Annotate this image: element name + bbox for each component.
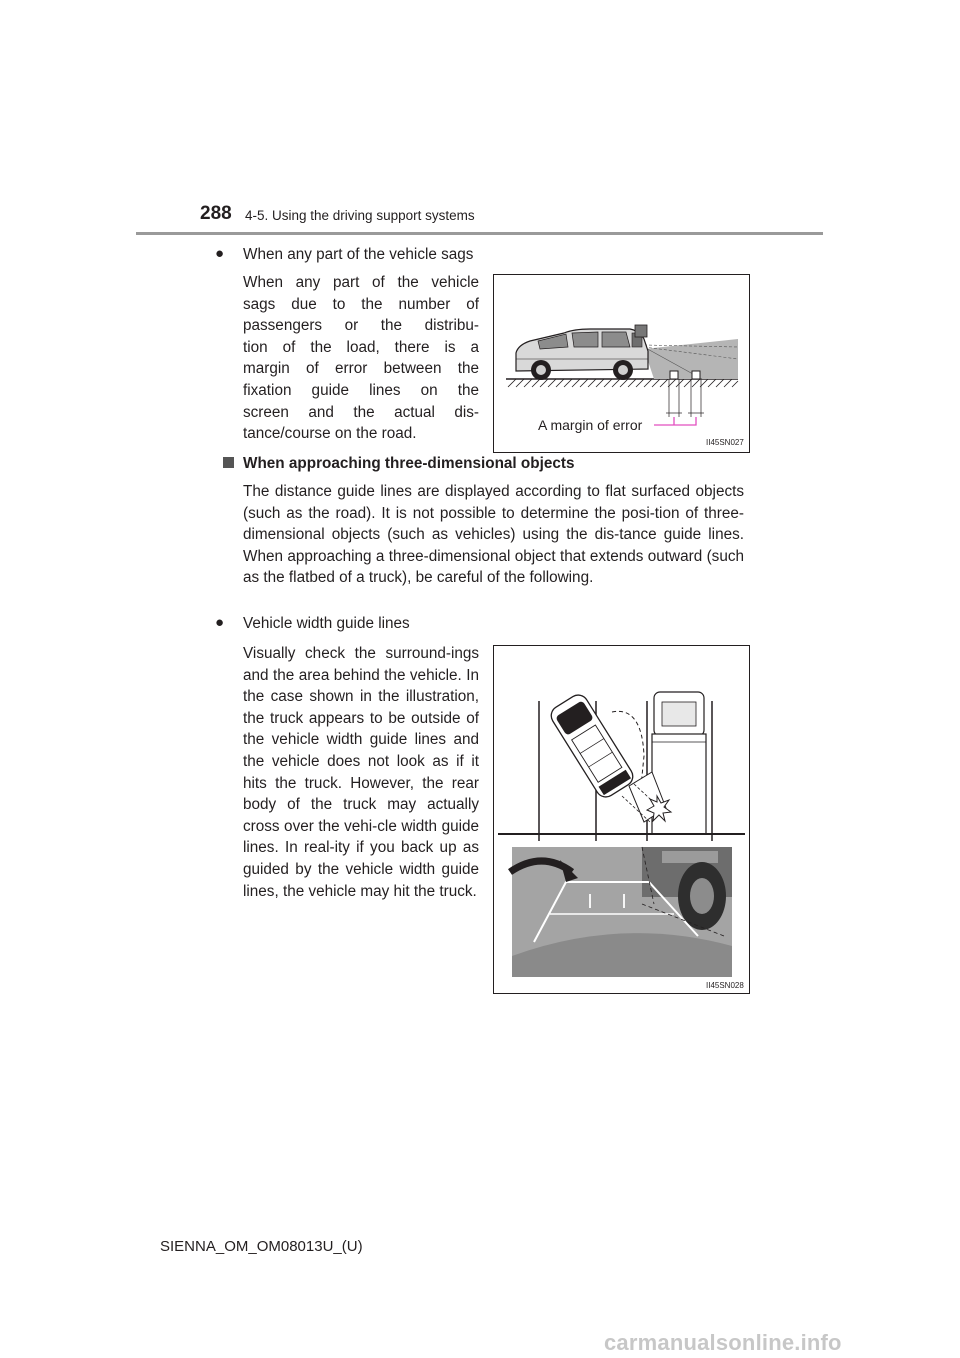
sag-paragraph — [243, 272, 479, 445]
figure-truck-width — [493, 645, 750, 994]
section-marker — [223, 457, 234, 468]
page-number: 288 — [200, 203, 232, 224]
watermark: carmanualsonline.info — [604, 1330, 842, 1355]
sag-line: When any part of the vehicle — [243, 274, 479, 291]
sag-line: tion of the load, there is a — [243, 338, 479, 356]
bullet-marker: ● — [215, 614, 225, 631]
bullet-title-sags: When any part of the vehicle sags — [243, 246, 474, 263]
section-header-title: 4-5. Using the driving support systems — [245, 208, 475, 223]
van-top-view — [547, 691, 636, 800]
section-3d-paragraph: The distance guide lines are displayed according to flat surfaced objects (such as the road). It is not possible to determine the posi-tion of three-dimensional objects (such as vehicles) using the dis-tance guide lines. When approaching a three-dimensional object that extends outward (such as the flatbed of a truck), be careful of the following. — [243, 483, 744, 587]
section-title-3d-objects: When approaching three-dimensional objects — [243, 455, 575, 472]
header-rule — [136, 232, 823, 235]
footer-doc-id: SIENNA_OM_OM08013U_(U) — [160, 1238, 363, 1255]
vehicle-sag-illustration — [494, 275, 749, 452]
sag-line: passengers or the distribu- — [243, 317, 479, 335]
figure-vehicle-sag — [493, 274, 750, 453]
figure-code: II45SN027 — [706, 438, 744, 447]
sag-line: tance/course on the road. — [243, 425, 417, 443]
figure-code: II45SN028 — [706, 981, 744, 990]
sag-line: sags due to the number of — [243, 295, 479, 313]
bullet-marker: ● — [215, 245, 225, 262]
margin-of-error-label: A margin of error — [538, 417, 643, 433]
sag-line: fixation guide lines on the — [243, 381, 479, 399]
truck-width-illustration — [494, 646, 749, 993]
sag-line: screen and the actual dis- — [243, 403, 479, 421]
sag-line: margin of error between the — [243, 360, 479, 378]
width-guide-paragraph: Visually check the surround-ings and the area behind the vehicle. In the case shown in the illustration, the truck appears to be outside of the vehicle width guide lines and the vehicle does not look as if it hits the truck. However, the rear body of the truck may actually cross over the vehi-cle width guide lines. In real-ity if you back up as guided by the vehicle width guide lines, the vehicle may hit the truck. — [243, 645, 479, 900]
bullet-title-width-guide: Vehicle width guide lines — [243, 615, 410, 632]
